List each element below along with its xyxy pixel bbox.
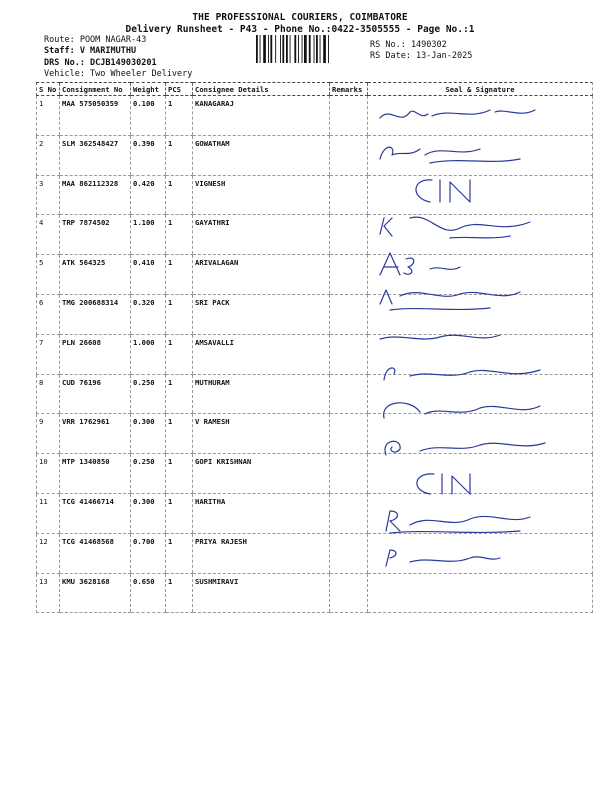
consignee-name: PRIYA RAJESH [193, 533, 330, 573]
consignee-name: GOWATHAM [193, 135, 330, 175]
consignment-number: MAA 862112328 [60, 175, 131, 215]
staff-label: Staff: V MARIMUTHU [44, 46, 137, 56]
col-header-remarks: Remarks [330, 83, 368, 96]
weight-value: 0.650 [131, 573, 166, 613]
weight-value: 0.420 [131, 175, 166, 215]
col-header-weight: Weight [131, 83, 166, 96]
consignment-number: ATK 564325 [60, 255, 131, 295]
remarks-cell [330, 493, 368, 533]
handwritten-signature [370, 503, 590, 537]
weight-value: 0.390 [131, 135, 166, 175]
pieces-count: 1 [166, 215, 193, 255]
serial-number: 1 [37, 96, 60, 136]
handwritten-signature [370, 392, 590, 426]
consignment-number: TRP 7874502 [60, 215, 131, 255]
table-row [37, 573, 593, 613]
serial-number: 13 [37, 573, 60, 613]
runsheet-subtitle: Delivery Runsheet - P43 - Phone No.:0422-3505555 - Page No.:1 [125, 24, 475, 35]
consignment-number: VRR 1762961 [60, 414, 131, 454]
serial-number: 9 [37, 414, 60, 454]
handwritten-signature [370, 319, 590, 353]
weight-value: 0.320 [131, 294, 166, 334]
company-title: THE PROFESSIONAL COURIERS, COIMBATORE [192, 12, 408, 23]
rs-number: RS No.: 1490302 [370, 40, 447, 50]
consignment-number: SLM 362548427 [60, 135, 131, 175]
pieces-count: 1 [166, 414, 193, 454]
weight-value: 0.250 [131, 454, 166, 494]
col-header-consignment: Consignment No [60, 83, 131, 96]
signature-cell [368, 573, 593, 613]
serial-number: 10 [37, 454, 60, 494]
table-header-row [37, 83, 593, 96]
serial-number: 3 [37, 175, 60, 215]
remarks-cell [330, 374, 368, 414]
remarks-cell [330, 175, 368, 215]
handwritten-signature [370, 466, 590, 500]
remarks-cell [330, 215, 368, 255]
consignee-name: GOPI KRISHNAN [193, 454, 330, 494]
consignee-name: MUTHURAM [193, 374, 330, 414]
consignee-name: HARITHA [193, 493, 330, 533]
remarks-cell [330, 334, 368, 374]
col-header-pcs: PCS [166, 83, 193, 96]
vehicle-label: Vehicle: Two Wheeler Delivery [44, 69, 193, 79]
pieces-count: 1 [166, 294, 193, 334]
weight-value: 1.000 [131, 334, 166, 374]
serial-number: 4 [37, 215, 60, 255]
weight-value: 0.100 [131, 96, 166, 136]
pieces-count: 1 [166, 255, 193, 295]
serial-number: 7 [37, 334, 60, 374]
weight-value: 0.250 [131, 374, 166, 414]
consignee-name: GAYATHRI [193, 215, 330, 255]
handwritten-signature [370, 540, 590, 574]
serial-number: 8 [37, 374, 60, 414]
remarks-cell [330, 294, 368, 334]
col-header-signature: Seal & Signature [368, 83, 593, 96]
remarks-cell [330, 573, 368, 613]
consignment-number: TCG 41468568 [60, 533, 131, 573]
weight-value: 0.410 [131, 255, 166, 295]
consignment-number: KMU 3628168 [60, 573, 131, 613]
handwritten-signature [370, 282, 590, 316]
handwritten-signature [370, 356, 590, 390]
consignee-name: AMSAVALLI [193, 334, 330, 374]
handwritten-signature [370, 172, 590, 206]
remarks-cell [330, 96, 368, 136]
serial-number: 6 [37, 294, 60, 334]
pieces-count: 1 [166, 135, 193, 175]
remarks-cell [330, 414, 368, 454]
drs-number: DRS No.: DCJB149030201 [44, 58, 157, 68]
weight-value: 1.100 [131, 215, 166, 255]
weight-value: 0.300 [131, 414, 166, 454]
consignee-name: SUSHMIRAVI [193, 573, 330, 613]
consignment-number: PLN 26608 [60, 334, 131, 374]
consignment-number: MAA 575050359 [60, 96, 131, 136]
serial-number: 11 [37, 493, 60, 533]
pieces-count: 1 [166, 334, 193, 374]
consignee-name: KANAGARAJ [193, 96, 330, 136]
remarks-cell [330, 533, 368, 573]
route-label: Route: POOM NAGAR-43 [44, 35, 147, 45]
consignment-number: TMG 200688314 [60, 294, 131, 334]
remarks-cell [330, 454, 368, 494]
serial-number: 2 [37, 135, 60, 175]
consignee-name: SRI PACK [193, 294, 330, 334]
serial-number: 12 [37, 533, 60, 573]
consignment-number: TCG 41466714 [60, 493, 131, 533]
consignee-name: VIGNESH [193, 175, 330, 215]
pieces-count: 1 [166, 175, 193, 215]
pieces-count: 1 [166, 96, 193, 136]
weight-value: 0.300 [131, 493, 166, 533]
remarks-cell [330, 135, 368, 175]
remarks-cell [330, 255, 368, 295]
consignee-name: ARIVALAGAN [193, 255, 330, 295]
rs-date: RS Date: 13-Jan-2025 [370, 51, 473, 61]
weight-value: 0.700 [131, 533, 166, 573]
pieces-count: 1 [166, 493, 193, 533]
col-header-consignee: Consignee Details [193, 83, 330, 96]
handwritten-signature [370, 429, 590, 463]
consignment-number: CUD 76196 [60, 374, 131, 414]
handwritten-signature [370, 135, 590, 169]
pieces-count: 1 [166, 454, 193, 494]
handwritten-signature [370, 245, 590, 279]
pieces-count: 1 [166, 573, 193, 613]
handwritten-signature [370, 208, 590, 242]
consignee-name: V RAMESH [193, 414, 330, 454]
barcode-icon [255, 35, 355, 63]
pieces-count: 1 [166, 374, 193, 414]
pieces-count: 1 [166, 533, 193, 573]
col-header-sno: S No [37, 83, 60, 96]
consignment-number: MTP 1340850 [60, 454, 131, 494]
handwritten-signature [370, 98, 590, 132]
serial-number: 5 [37, 255, 60, 295]
